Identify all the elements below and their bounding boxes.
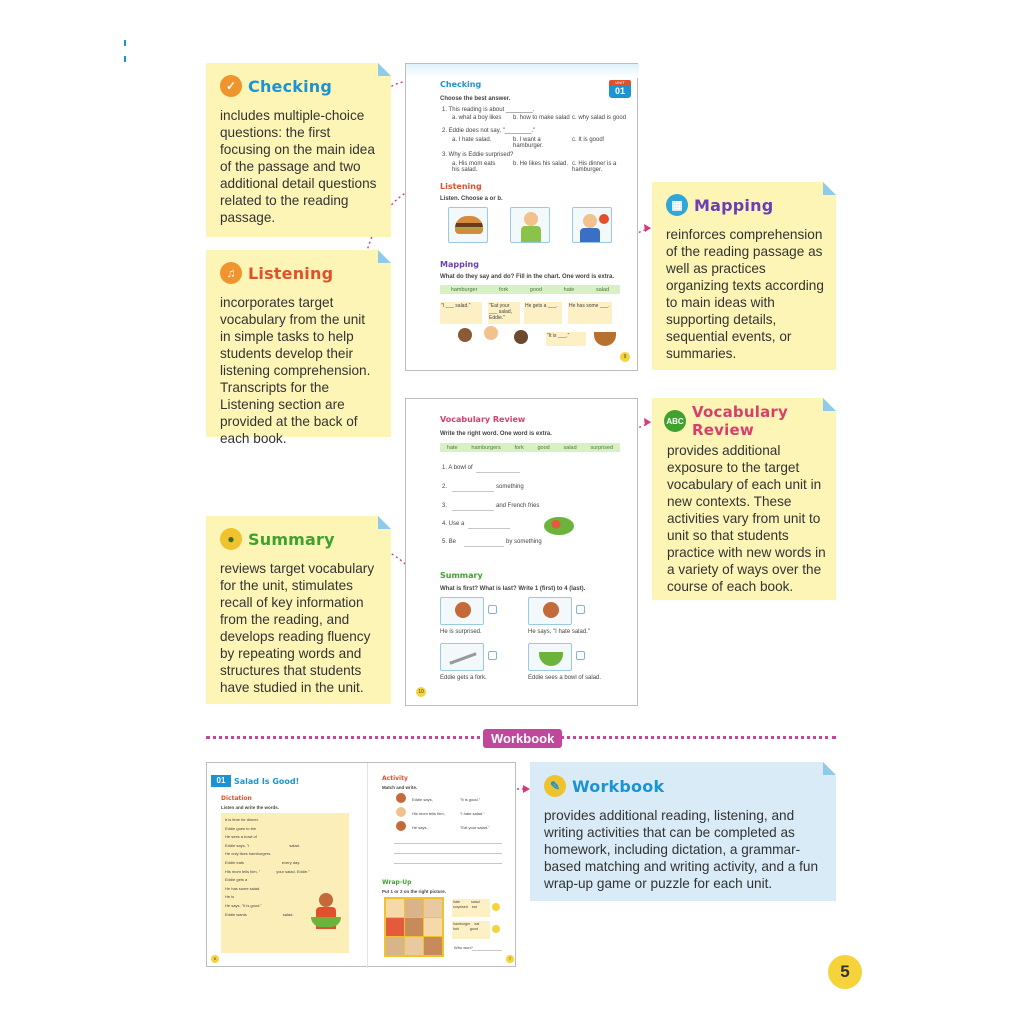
wrapup-word: hamburger [453,922,471,926]
top-wave [406,64,639,78]
vocab-item: 4. Use a [442,521,465,527]
mapping-cell: He gets a ___. [524,302,562,324]
note-title: Mapping [694,195,774,215]
word-bank-item: salad [563,444,577,451]
dictation-line [225,842,345,851]
answer-option: b. I want a hamburger. [513,137,544,149]
dice-badge [492,925,500,933]
dictation-fragment: Eddie says, "I [225,842,250,848]
mapping-cell: "I ___ salad." [440,302,482,324]
note-header [220,258,379,288]
stop-sign [599,214,609,224]
note-corner-fold [378,516,391,529]
vocabulary-review-note [652,398,836,600]
word-bank-item: salad [595,286,610,293]
answer-line [464,546,504,547]
answer-option: c. why salad is good [572,115,627,121]
dictation-line: He is [225,894,235,900]
page-number-badge: 5 [828,955,862,989]
workbook-icon: ✎ [544,775,566,797]
grid-cell [405,918,423,936]
activity-heading: Activity [382,775,408,782]
dictation-line: He only likes hamburgers. [225,851,272,857]
wrapup-word: good [470,927,478,931]
girl-illustration [583,214,597,228]
dictation-fragment: every day. [281,859,301,865]
question-3: 3. Why is Eddie surprised? [442,152,514,158]
note-title: Vocabulary Review [692,403,788,439]
salad-bowl [311,917,341,927]
wrapup-word: hate [453,900,460,904]
writing-line [394,853,502,854]
unit-tab [609,80,631,98]
wrapup-word: surprised [453,905,468,909]
word-bank-item: hamburger [450,286,478,293]
writing-line [394,843,502,844]
mapping-cell: "It is ___." [546,332,586,346]
wrapup-row [453,927,489,932]
headphones-icon: ♫ [220,262,242,284]
workbook-unit-title: Salad Is Good! [234,777,300,786]
grid-cell [424,918,442,936]
summary-caption: He says, "I hate salad." [528,629,590,635]
vocab-item: 2. [442,484,448,490]
note-corner-fold [378,250,391,263]
activity-instruction: Match and write. [382,785,418,790]
dictation-line: He has some salad. [225,885,261,891]
dictation-line [225,868,345,877]
note-description: provides additional reading, listening, and writing activities that can be completed as homework, including dictation, a grammar-based matching and writing activity, and a fun wrap-up game or puzzle for each unit. [544,808,819,891]
answer-option: b. He likes his salad. [513,161,569,167]
checking-note [206,63,391,237]
boy-picture [510,207,550,243]
activity-face [396,793,406,803]
word-bank-item: surprised [590,444,614,451]
answer-line [472,950,502,951]
vocabulary-heading: Vocabulary Review [440,415,526,424]
boy-face [543,602,559,618]
unit-number: 01 [614,86,625,96]
question-1: 1. This reading is about ________. [442,107,535,113]
sample-page-vocabulary [405,398,638,706]
workbook-right-page [367,763,517,968]
workbook-note [530,762,836,901]
right-page-number: 7 [506,955,514,963]
boy-face [455,602,471,618]
boy-shirt [521,226,541,242]
grid-cell [386,918,404,936]
dice-badge [492,903,500,911]
word-bank-item: hate [446,444,458,451]
dictation-fragment: your salad, Eddie." [276,868,310,874]
match-right: "It is good." [460,797,481,802]
salad-bowl-illustration [594,332,616,346]
mapping-cell: "Eat your ___ salad, Eddie." [488,302,520,324]
page-number: 9 [620,352,630,362]
character-face [514,330,528,344]
checking-instruction: Choose the best answer. [440,96,511,102]
wrapup-word: fork [453,927,459,931]
note-title: Checking [248,76,333,96]
grid-cell [424,937,442,955]
summary-instruction: What is first? What is last? Write 1 (first) to 4 (last). [440,586,586,592]
checking-icon: ✓ [220,75,242,97]
vocab-item: 3. [442,503,448,509]
vocab-item: 1. A bowl of [442,465,473,471]
wrapup-word: salad [471,900,480,904]
note-description: reviews target vocabulary for the unit, stimulates recall of key information from the reading, and develops reading fluency by repeating words and structures that students have studied in the unit. [220,561,375,695]
answer-line [452,510,494,511]
note-corner-fold [378,63,391,76]
match-right: "I hate salad." [460,811,485,816]
grid-cell [386,899,404,917]
summary-picture [528,643,572,671]
girl-shirt [580,228,600,242]
listening-instruction: Listen. Choose a or b. [440,196,503,202]
note-corner-fold [823,762,836,775]
character-face [484,326,498,340]
answer-line [476,472,520,473]
note-description: reinforces comprehension of the reading passage as well as practices organizing texts according to main ideas with supporting details, sequential events, or summaries. [666,227,824,361]
note-title: Workbook [572,776,665,796]
activity-face [396,807,406,817]
summary-heading: Summary [440,571,483,580]
dictation-line: He says, "It is good." [225,902,262,908]
abc-icon: ABC [664,410,686,432]
wrapup-word: eat [471,905,477,909]
dictation-instruction: Listen and write the words. [221,805,280,810]
vocab-item-tail: something [496,484,524,490]
mapping-icon: ▦ [666,194,688,216]
wrapup-heading: Wrap-Up [382,879,412,886]
answer-option: c. His dinner is a hamburger. [572,161,617,173]
vocab-item: 5. Be [442,539,457,545]
summary-caption: Eddie sees a bowl of salad. [528,675,602,681]
answer-option: a. I hate salad. [452,137,492,143]
word-bank-item: good [529,286,543,293]
note-title: Listening [248,263,334,283]
fork-illustration [449,652,476,664]
order-box[interactable] [576,605,585,614]
activity-face [396,821,406,831]
word-bank-item: good [537,444,550,451]
grid-cell [386,937,404,955]
dictation-line [225,859,345,868]
listening-note [206,250,391,446]
unit-label: UNIT [609,80,631,85]
summary-picture [440,643,484,671]
mapping-word-bank [440,285,620,294]
wrapup-word: eat [474,922,480,926]
summary-picture [440,597,484,625]
vocabulary-instruction: Write the right word. One word is extra. [440,431,552,437]
dictation-fragment: salad. [289,842,301,848]
unit-badge: 01 [211,775,231,787]
vocab-item-tail: and French fries [496,503,540,509]
wrapup-instruction: Put 1 or 2 on the right picture. [382,889,447,894]
grid-cell [424,899,442,917]
workbook-left-page [207,763,362,968]
answer-option: c. It is good! [572,137,605,143]
summary-caption: Eddie gets a fork. [440,675,487,681]
word-bank-item: hamburgers [471,444,501,451]
grid-cell [405,937,423,955]
answer-option: a. what a boy likes [452,115,502,121]
sample-page-checking [405,63,638,371]
word-bank-item: hate [563,286,575,293]
mapping-cell: He has some ___. [568,302,612,324]
boy-with-salad-illustration [311,893,341,943]
wrapup-grid [384,897,444,957]
match-left: His mom tells him, [412,811,445,816]
order-box[interactable] [576,651,585,660]
hamburger-picture [448,207,488,243]
note-description: includes multiple-choice questions: the first focusing on the main idea of the passage and two additional detail questions related to the reading passage. [220,108,377,225]
note-header [220,71,379,101]
dictation-line: Eddie goes to the [225,825,257,831]
note-title: Summary [248,529,335,549]
summary-note [206,516,391,704]
writing-line [394,863,502,864]
workbook-divider-label: Workbook [483,729,562,748]
summary-picture [528,597,572,625]
mapping-instruction: What do they say and do? Fill in the chart. One word is extra. [440,274,615,280]
dictation-fragment: Eddie eats [225,859,244,865]
note-corner-fold [823,182,836,195]
word-bank-item: fork [514,444,524,451]
dictation-fragment: Eddie wants [225,911,247,917]
note-header [664,403,828,439]
dictation-heading: Dictation [221,795,252,802]
answer-line [452,491,494,492]
note-header [220,524,379,554]
summary-caption: He is surprised. [440,629,482,635]
salad-bowl-illustration [539,652,563,666]
note-header [666,190,824,220]
note-description: provides additional exposure to the target vocabulary of each unit in new contexts. These activities vary from unit to unit so that students practice with new words in a variety of ways over the course of each book. [667,443,826,594]
listening-heading: Listening [440,182,482,191]
note-corner-fold [823,398,836,411]
dictation-fragment: salad. [282,911,294,917]
mapping-heading: Mapping [440,260,479,269]
wrapup-labels [452,899,490,917]
vocab-item-tail: by something [506,539,542,545]
margin-mark [124,56,126,62]
grid-cell [405,899,423,917]
summary-icon: ● [220,528,242,550]
checking-heading: Checking [440,80,482,89]
character-face [458,328,472,342]
order-box[interactable] [488,605,497,614]
salad-illustration [544,517,574,535]
wrapup-labels [452,921,490,939]
left-page-number: 6 [211,955,219,963]
answer-option: a. His mom eats his salad. [452,161,496,173]
order-box[interactable] [488,651,497,660]
dictation-line: It is time for dinner. [225,817,259,822]
answer-line [468,528,510,529]
workbook-spread [206,762,516,967]
note-header [544,771,824,801]
girl-picture [572,207,612,243]
hamburger-illustration [455,216,483,234]
answer-option: b. how to make salad [513,115,570,121]
question-2: 2. Eddie does not say, "________." [442,128,536,134]
mapping-note [652,182,836,370]
wrapup-row [453,905,489,910]
page-number: 10 [416,687,426,697]
dictation-line: He sees a bowl of [225,834,257,840]
boy-head [319,893,333,907]
boy-illustration [524,212,538,226]
match-left: He says, [412,825,428,830]
dictation-fragment: His mom tells him, " [225,868,261,874]
match-left: Eddie says, [412,797,433,802]
margin-mark [124,40,126,46]
dictation-line: Eddie gets a [225,877,248,883]
word-bank-item: fork [499,286,509,293]
vocabulary-word-bank [440,443,620,452]
note-description: incorporates target vocabulary from the unit in simple tasks to help students develop their listening comprehension. Transcripts for the Listening section are provided at the back of each book. [220,295,371,446]
match-right: "Eat your salad." [460,825,490,830]
wrapup-question: Who won? [454,945,473,950]
